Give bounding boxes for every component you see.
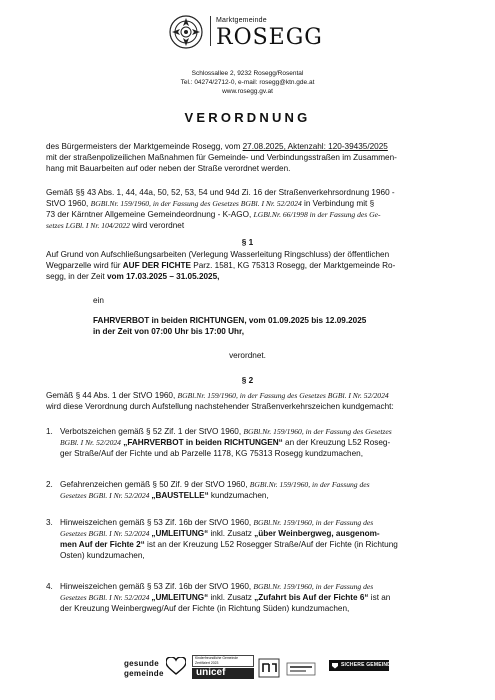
shield-icon	[331, 662, 339, 669]
item-4-line-2: Gesetzes BGBl. I Nr. 52/2024 „UMLEITUNG“ inkl. Zusatz „Zufahrt bis Auf der Fichte 6“ ist an	[60, 593, 391, 602]
legal-line-3: 73 der Kärntner Allgemeine Gemeindeordnung - K-AGO, LGBl.Nr. 66/1998 in der Fassung des Ge-	[46, 210, 381, 219]
item-3-line-3: men Auf der Fichte 2“ ist an der Kreuzung L52 Rosegger Straße/Auf der Fichte (in Richtung	[60, 540, 398, 549]
document-title: VERORDNUNG	[184, 110, 311, 125]
legal-line-1: Gemäß §§ 43 Abs. 1, 44, 44a, 50, 52, 53, 54 und 94d Zi. 16 der Straßenverkehrsordnung 1960 -	[46, 188, 395, 197]
section-1-verordnet: verordnet.	[229, 351, 266, 360]
section-2-line-1: Gemäß § 44 Abs. 1 der StVO 1960, BGBl.Nr. 159/1960, in der Fassung des Gesetzes BGBl. I Nr. 52/2024	[46, 391, 389, 400]
rose-emblem-icon	[168, 14, 204, 50]
sichere-gemeinde-badge	[329, 660, 395, 671]
item-4-line-3: der Kreuzung Weinbergweg/Auf der Fichte (in Richtung Süden) kundzumachen,	[60, 604, 350, 613]
section-1-line-2: Wegparzelle wird für AUF DER FICHTE Parz. 1581, KG 75313 Rosegg, der Marktgemeinde Ro-	[46, 261, 396, 270]
gemeinde-label: gemeinde	[124, 669, 164, 678]
item-2-number: 2.	[46, 480, 53, 489]
gesunde-gemeinde-logo	[124, 655, 184, 685]
partner-logo-icon	[286, 660, 318, 680]
municipality-type: Marktgemeinde	[216, 17, 267, 24]
intro-line-2: mit der straßenpolizeilichen Maßnahmen für Gemeinde- und Verbindungsstraßen im Zusammen-	[46, 153, 397, 162]
section-1-line-1: Auf Grund von Aufschließungsarbeiten (Verlegung Wasserleitung Ringschluss) der öffentlichen	[46, 250, 390, 259]
municipality-name: ROSEGG	[216, 25, 323, 50]
intro-line-1: des Bürgermeisters der Marktgemeinde Rosegg, vom 27.08.2025, Aktenzahl: 120-39435/2025	[46, 142, 388, 151]
item-3-line-4: Osten) kundzumachen,	[60, 551, 145, 560]
item-3-number: 3.	[46, 518, 53, 527]
heart-icon	[166, 657, 186, 675]
reference-number: 27.08.2025, Aktenzahl: 120-39435/2025	[242, 142, 388, 151]
item-2-line-2: Gesetzes BGBl. I Nr. 52/2024 „BAUSTELLE“ kundzumachen,	[60, 491, 269, 500]
item-3-line-2: Gesetzes BGBl. I Nr. 52/2024 „UMLEITUNG“ inkl. Zusatz „über Weinbergweg, ausgenom-	[60, 529, 380, 538]
section-2-line-2: wird diese Verordnung durch Aufstellung nachstehender Straßenverkehrszeichen kundgemacht:	[46, 402, 394, 411]
section-1-ein: ein	[93, 296, 104, 305]
unicef-wordmark: unicef	[196, 667, 226, 678]
item-1-number: 1.	[46, 427, 53, 436]
section-1-line-3: segg, in der Zeit vom 17.03.2025 – 31.05.2025,	[46, 272, 220, 281]
unicef-badge	[192, 655, 254, 685]
contact-line: Tel.: 04274/2712-0, e-mail: rosegg@ktn.gde.at	[180, 79, 315, 86]
item-4-line-1: Hinweiszeichen gemäß § 53 Zif. 16b der StVO 1960, BGBl.Nr. 159/1960, in der Fassung des	[60, 582, 374, 591]
unicef-cert-year: Zertifiziert 2023	[195, 661, 219, 665]
driving-ban-hours: in der Zeit von 07:00 Uhr bis 17:00 Uhr,	[93, 327, 245, 336]
unicef-cert-label: Kinderfreundliche Gemeinde	[195, 656, 238, 660]
item-4-number: 4.	[46, 582, 53, 591]
intro-line-3: hang mit Bauarbeiten auf oder neben der Straße verordnet werden.	[46, 164, 291, 173]
address-line: Schlossallee 2, 9232 Rosegg/Rosental	[191, 70, 304, 77]
section-2-heading: § 2	[241, 376, 254, 385]
sichere-gemeinde-label: SICHERE GEMEINDE	[341, 662, 395, 668]
website: www.rosegg.gv.at	[222, 88, 273, 95]
item-3-line-1: Hinweiszeichen gemäß § 53 Zif. 16b der StVO 1960, BGBl.Nr. 159/1960, in der Fassung des	[60, 518, 374, 527]
item-1-line-2: BGBl. I Nr. 52/2024 „FAHRVERBOT in beiden RICHTUNGEN“ an der Kreuzung L52 Roseg-	[60, 438, 391, 447]
community-logo-icon	[258, 658, 282, 682]
legal-line-4: setzes LGBl. I Nr. 104/2022 wird verordnet	[46, 221, 185, 230]
item-1-line-3: ger Straße/Auf der Fichte und ab Parzelle 1178, KG 75313 Rosegg kundzumachen,	[60, 449, 363, 458]
driving-ban-period: FAHRVERBOT in beiden RICHTUNGEN, vom 01.09.2025 bis 12.09.2025	[93, 316, 367, 325]
municipality-logo	[168, 14, 328, 62]
section-1-heading: § 1	[241, 238, 254, 247]
item-1-line-1: Verbotszeichen gemäß § 52 Zif. 1 der StVO 1960, BGBl.Nr. 159/1960, in der Fassung des Gesetzes	[60, 427, 392, 436]
item-2-line-1: Gefahrenzeichen gemäß § 50 Zif. 9 der StVO 1960, BGBl.Nr. 159/1960, in der Fassung des	[60, 480, 370, 489]
legal-line-2: StVO 1960, BGBl.Nr. 159/1960, in der Fassung des Gesetzes BGBl. I Nr. 52/2024 in Verbindung mit §	[46, 199, 375, 208]
gesunde-label: gesunde	[124, 659, 159, 668]
